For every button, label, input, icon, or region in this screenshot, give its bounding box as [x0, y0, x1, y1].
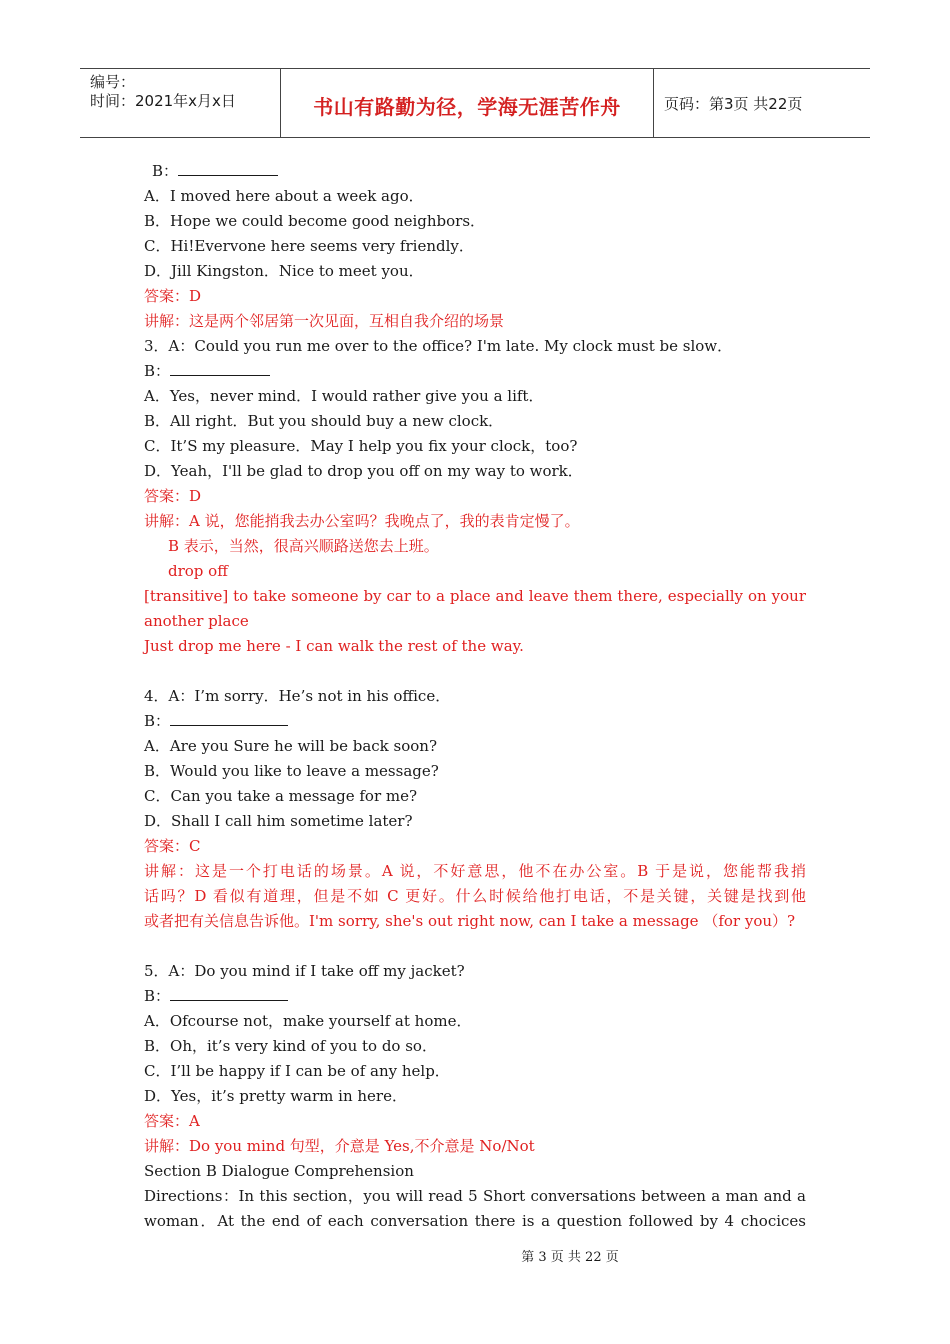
option-line: B．All right．But you should buy a new clock． [144, 412, 504, 430]
explanation-line: 讲解：这是两个邻居第一次见面，互相自我介绍的场景 [144, 312, 505, 330]
explanation-line: drop off [168, 562, 228, 580]
explanation-line: 讲解：这是一个打电话的场景。A 说，不好意思，他不在办公室。B 于是说，您能帮我捎 [144, 862, 806, 880]
answer-line: 答案：C [144, 837, 201, 855]
explanation-line: [transitive] to take someone by car to a place and leave them there, especially on your [144, 587, 806, 605]
option-line: D．Yeah，I'll be glad to drop you off on my way to work． [144, 462, 583, 480]
option-line: A．Ofcourse not，make yourself at home． [144, 1012, 472, 1030]
option-line: C．It’S my pleasure．May I help you fix your clock，too? [144, 437, 578, 455]
number-label: 编号： [90, 73, 136, 91]
header-motto-cell [281, 69, 654, 137]
blank-spacer [144, 659, 806, 684]
option-line: D．Jill Kingston．Nice to meet you． [144, 262, 424, 280]
explanation-line: 讲解：Do you mind 句型，介意是 Yes,不介意是 No/Not [144, 1137, 535, 1155]
explanation-line: 讲解：A 说，您能捎我去办公室吗？我晚点了，我的表肯定慢了。 [144, 512, 580, 530]
blank-spacer [144, 934, 806, 959]
answer-blank-line [144, 359, 806, 384]
answer-blank-line [144, 984, 806, 1009]
answer-blank-line [144, 159, 806, 184]
option-line: D．Yes，it’s pretty warm in here． [144, 1087, 407, 1105]
directions-line: woman．At the end of each conversation there is a question followed by 4 chocices [144, 1212, 806, 1230]
answer-blank-line [144, 709, 806, 734]
speaker-label: B： [144, 987, 171, 1005]
page-footer: 第 3 页 共 22 页 [521, 1250, 619, 1265]
header-page-cell [654, 69, 870, 137]
option-line: A．I moved here about a week ago． [144, 187, 424, 205]
option-line: B．Hope we could become good neighbors． [144, 212, 486, 230]
question-line: 5．A：Do you mind if I take off my jacket? [144, 962, 465, 980]
explanation-line: Just drop me here - I can walk the rest of the way. [144, 637, 524, 655]
answer-line: 答案：A [144, 1112, 200, 1130]
time-label: 时间：2021年x月x日 [90, 92, 236, 110]
option-line: B．Would you like to leave a message? [144, 762, 439, 780]
question-line: 4．A：I’m sorry．He’s not in his office． [144, 687, 451, 705]
answer-blank [178, 159, 278, 176]
speaker-label: B： [152, 162, 179, 180]
option-line: A．Yes，never mind．I would rather give you a lift． [144, 387, 544, 405]
page-header [80, 68, 870, 138]
option-line: B．Oh，it’s very kind of you to do so． [144, 1037, 437, 1055]
option-line: C．I’ll be happy if I can be of any help． [144, 1062, 450, 1080]
header-page-code: 页码：第3页 共22页 [664, 95, 803, 113]
directions-line: Directions：In this section，you will read 5 Short conversations between a man and a [144, 1187, 806, 1205]
header-motto: 书山有路勤为径，学海无涯苦作舟 [313, 95, 621, 119]
answer-blank [170, 709, 288, 726]
answer-line: 答案：D [144, 487, 202, 505]
answer-blank [170, 984, 288, 1001]
document-body [144, 159, 806, 1234]
explanation-line: 话吗？D 看似有道理，但是不如 C 更好。什么时候给他打电话，不是关键，关键是找到他 [144, 887, 806, 905]
option-line: C．Hi!Evervone here seems very friendly． [144, 237, 474, 255]
option-line: C．Can you take a message for me? [144, 787, 418, 805]
option-line: D．Shall I call him sometime later? [144, 812, 413, 830]
section-heading: Section B Dialogue Comprehension [144, 1162, 414, 1180]
explanation-line: another place [144, 612, 249, 630]
answer-blank [170, 359, 270, 376]
answer-line: 答案：D [144, 287, 202, 305]
explanation-line: B 表示，当然，很高兴顺路送您去上班。 [168, 537, 439, 555]
explanation-line: 或者把有关信息告诉他。I'm sorry, she's out right now, can I take a message （for you）? [144, 912, 796, 930]
question-line: 3．A：Could you run me over to the office? I'm late. My clock must be slow． [144, 337, 733, 355]
speaker-label: B： [144, 362, 171, 380]
header-meta [80, 69, 281, 137]
option-line: A．Are you Sure he will be back soon? [144, 737, 437, 755]
speaker-label: B： [144, 712, 171, 730]
